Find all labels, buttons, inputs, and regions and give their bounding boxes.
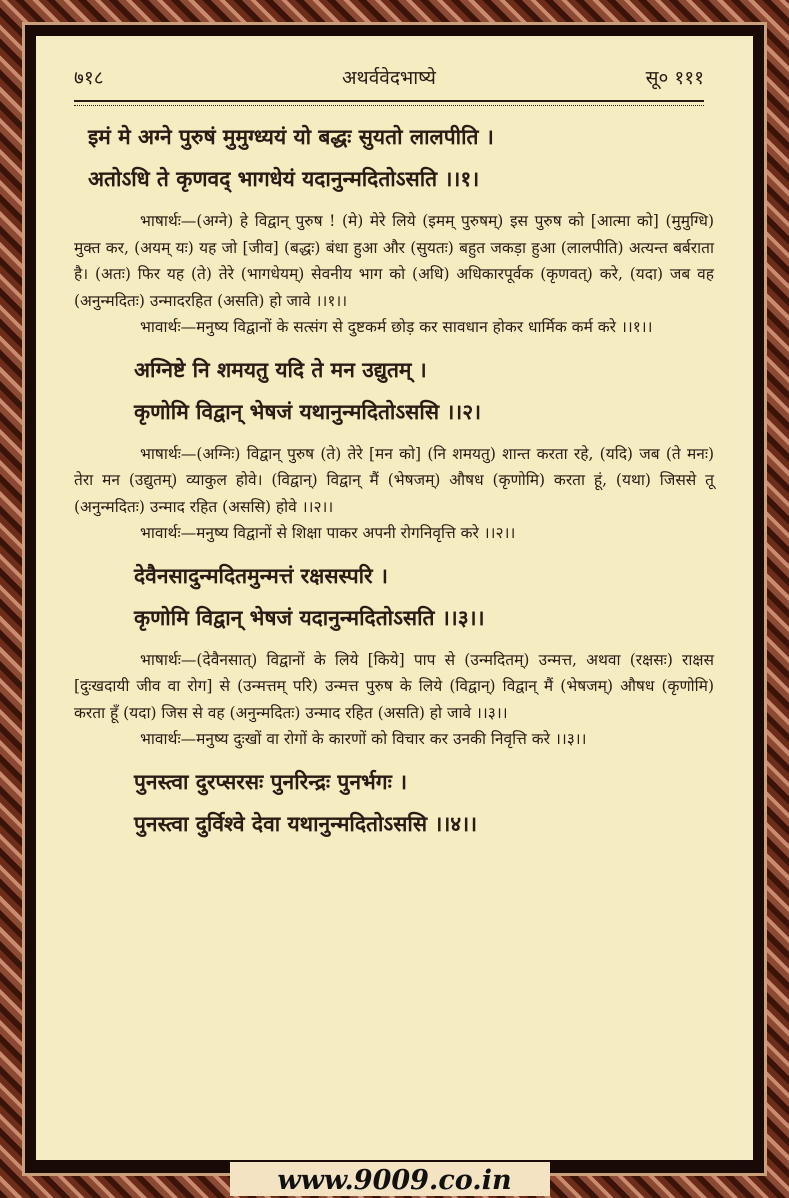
page-content (74, 116, 714, 845)
book-page (36, 36, 753, 1160)
verse-line: अग्निष्टे नि शमयतु यदि ते मन उद्युतम् । (134, 356, 427, 382)
page-number: ७१८ (74, 67, 104, 89)
book-title: अथर्ववेदभाष्ये (342, 67, 436, 89)
verse-line: कृणोमि विद्वान् भेषजं यथानुन्मदितोऽससि ।।२। (134, 398, 482, 424)
verse-line: देवैनसादुन्मदितमुन्मत्तं रक्षसस्परि । (134, 562, 388, 588)
bhavartha-text: भावार्थः—मनुष्य विद्वानों से शिक्षा पाकर अपनी रोगनिवृत्ति करे ।।२।। (140, 524, 516, 542)
verse-line: पुनस्त्वा दुरप्सरसः पुनरिन्द्रः पुनर्भगः । (134, 768, 408, 794)
mantra-2 (74, 349, 714, 547)
bhavartha-text: भावार्थः—मनुष्य दुःखों वा रोगों के कारणों को विचार कर उनकी निवृत्ति करे ।।३।। (140, 730, 587, 748)
mantra-1 (74, 116, 714, 341)
bhashartha-text: भाषार्थः—(देवैनसात्) विद्वानों के लिये [किये] पाप से (उन्मदितम्) उन्मत्त, अथवा (रक्षसः) राक्षस [दुःखदायी जीव वा रोग] से (उन्मत्तम् परि) उन्मत्त पुरुष के लिये (विद्वान्) विद्वान् मैं (भेषजम्) औषध (कृणोमि) करता हूँ (यदा) जिस से वह (अनुन्मदितः) उन्माद रहित (असति) हो जावे ।।३।। (74, 650, 714, 722)
mantra-3 (74, 555, 714, 753)
verse-line: इमं मे अग्ने पुरुषं मुमुग्ध्ययं यो बद्धः सुयतो लालपीति । (88, 124, 494, 149)
verse-line: कृणोमि विद्वान् भेषजं यदानुन्मदितोऽसति ।।३।। (134, 604, 485, 630)
bhashartha-text: भाषार्थः—(अग्ने) हे विद्वान् पुरुष ! (मे) मेरे लिये (इमम् पुरुषम्) इस पुरुष को [आत्मा को] (मुमुग्धि) मुक्त कर, (अयम् यः) यह जो [जीव] (बद्धः) बंधा हुआ और (सुयतः) बहुत जकड़ा हुआ (लालपीति) अत्यन्त बर्बराता है। (अतः) फिर यह (ते) तेरे (भागधेयम्) सेवनीय भाग को (अधि) अधिकारपूर्वक (कृणवत्) करे, (यदा) जब वह (अनुन्मदितः) उन्मादरहित (असति) हो जावे ।।१।। (74, 212, 714, 310)
header-rule (74, 100, 704, 102)
mantra-4 (74, 761, 714, 845)
verse-line: पुनस्त्वा दुर्विश्वे देवा यथानुन्मदितोऽससि ।।४।। (134, 810, 478, 836)
verse-line: अतोऽधि ते कृणवद् भागधेयं यदानुन्मदितोऽसति ।।१। (88, 166, 480, 191)
header-rule-dotted (74, 105, 704, 106)
site-watermark: www.9009.co.in (277, 1165, 512, 1196)
bhavartha-text: भावार्थः—मनुष्य विद्वानों के सत्संग से दुष्टकर्म छोड़ कर सावधान होकर धार्मिक कर्म करे ।।१।। (140, 318, 653, 336)
running-header (74, 64, 704, 94)
bhashartha-text: भाषार्थः—(अग्निः) विद्वान् पुरुष (ते) तेरे [मन को] (नि शमयतु) शान्त करता रहे, (यदि) जब (ते मनः) तेरा मन (उद्युतम्) व्याकुल होवे। (विद्वान्) विद्वान् मैं (भेषजम्) औषध (कृणोमि) करता हूं, (यथा) जिससे तू (अनुन्मदितः) उन्माद रहित (अससि) होवे ।।२।। (74, 444, 714, 516)
sukta-number: सू० १११ (645, 67, 704, 89)
